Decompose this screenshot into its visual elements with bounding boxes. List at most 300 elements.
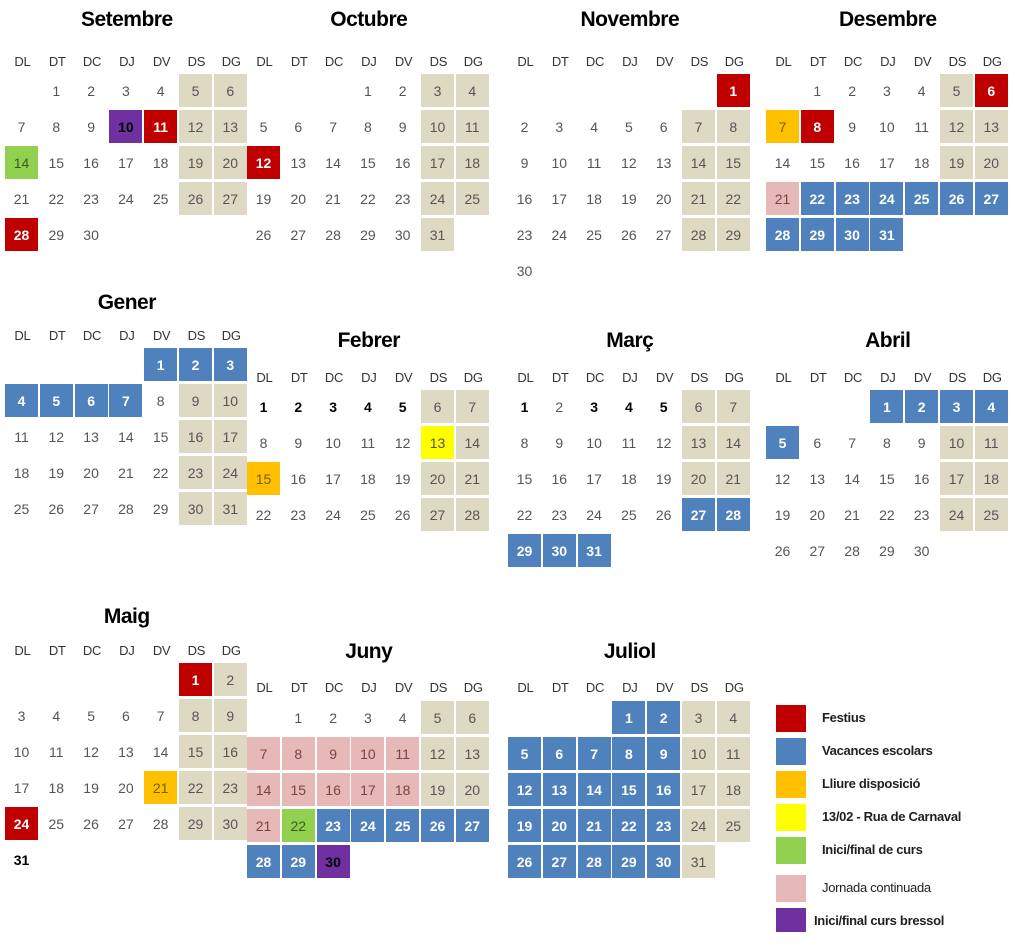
weekday-header: DV [394,680,413,695]
day-cell: 3 [214,348,247,381]
day-cell: 15 [879,470,895,487]
day-cell: 5 [421,701,454,734]
month-title: Octubre [330,8,408,31]
day-cell: 13 [543,773,576,806]
month-title: Juny [345,640,393,663]
weekday-header: DG [982,370,1002,385]
weekday-header: DS [187,643,206,658]
weekday-header: DL [256,370,273,385]
day-cell: 12 [774,470,791,487]
weekday-header: DJ [361,370,377,385]
day-cell: 30 [913,542,930,559]
day-cell: 16 [647,773,680,806]
day-cell: 13 [290,154,307,171]
day-cell: 12 [508,773,541,806]
day-cell: 23 [394,190,411,207]
day-cell: 1 [612,701,645,734]
day-cell: 5 [87,707,95,724]
day-cell: 15 [152,428,169,445]
day-cell: 12 [621,154,637,171]
day-cell: 22 [179,771,212,804]
day-cell: 11 [14,428,29,445]
day-cell: 2 [214,663,247,696]
day-cell: 9 [555,434,564,451]
day-cell: 30 [83,226,99,243]
day-cell: 18 [621,470,637,487]
month-title: Abril [865,329,911,352]
legend-label-festius: Festius [822,710,866,725]
day-cell: 18 [975,462,1008,495]
day-cell: 29 [360,226,376,243]
day-cell: 4 [456,74,489,107]
day-cell: 10 [551,154,568,171]
day-cell: 11 [144,110,177,143]
day-cell: 19 [255,190,272,207]
legend-item-vacances-escolars [776,738,1015,765]
day-cell: 24 [421,182,454,215]
day-cell: 25 [386,809,419,842]
day-cell: 13 [421,426,454,459]
day-cell: 23 [83,190,99,207]
weekday-header: DT [551,370,569,385]
day-cell: 21 [456,462,489,495]
day-cell: 12 [655,434,672,451]
day-cell: 17 [13,779,30,796]
day-cell: 9 [520,154,529,171]
weekday-header: DV [913,54,932,69]
weekday-header: DJ [622,54,638,69]
day-cell: 30 [394,226,411,243]
day-cell: 3 [555,118,564,135]
day-cell: 6 [975,74,1008,107]
day-cell: 7 [848,434,856,451]
weekday-header: DV [655,680,674,695]
day-cell: 3 [882,82,891,99]
day-cell: 21 [766,182,799,215]
day-cell: 22 [879,506,895,523]
weekday-header: DT [809,54,827,69]
day-cell: 26 [394,506,411,523]
day-cell: 1 [52,82,61,99]
day-cell: 24 [940,498,973,531]
weekday-header: DJ [119,643,135,658]
day-cell: 11 [914,118,929,135]
day-cell: 18 [717,773,750,806]
month-title: Maig [103,605,150,628]
day-cell: 6 [543,737,576,770]
weekday-header: DJ [361,54,377,69]
day-cell: 15 [48,154,65,171]
day-cell: 2 [294,398,303,415]
day-cell: 29 [282,845,315,878]
day-cell: 3 [940,390,973,423]
day-cell: 8 [282,737,315,770]
day-cell: 3 [17,707,26,724]
day-cell: 26 [48,500,65,517]
day-cell: 12 [83,743,99,760]
weekday-header: DL [256,680,273,695]
day-cell: 7 [717,390,750,423]
weekday-header: DG [221,328,241,343]
weekday-header: DT [48,328,66,343]
day-cell: 30 [836,218,869,251]
day-cell: 28 [247,845,280,878]
day-cell: 29 [179,807,212,840]
day-cell: 2 [848,82,856,99]
day-cell: 17 [421,146,454,179]
day-cell: 12 [421,737,454,770]
month-title: Desembre [839,8,937,31]
day-cell: 23 [214,771,247,804]
day-cell: 17 [879,154,895,171]
day-cell: 7 [247,737,280,770]
day-cell: 10 [879,118,895,135]
weekday-header: DS [429,680,448,695]
day-cell: 2 [87,82,95,99]
weekday-header: DJ [880,370,896,385]
legend-item-rua-de-carnaval [776,804,1015,831]
day-cell: 10 [421,110,454,143]
day-cell: 10 [13,743,30,760]
day-cell: 26 [508,845,541,878]
weekday-header: DC [324,680,344,695]
weekday-header: DV [655,54,674,69]
weekday-header: DT [48,643,66,658]
day-cell: 1 [363,82,372,99]
day-cell: 22 [516,506,533,523]
day-cell: 2 [329,709,337,726]
day-cell: 16 [394,154,411,171]
day-cell: 1 [520,398,529,415]
day-cell: 6 [682,390,715,423]
day-cell: 10 [325,434,341,451]
day-cell: 9 [647,737,680,770]
weekday-header: DL [517,680,534,695]
day-cell: 31 [421,218,454,251]
day-cell: 1 [259,398,268,415]
day-cell: 13 [655,154,672,171]
day-cell: 25 [48,815,65,832]
day-cell: 10 [682,737,715,770]
day-cell: 11 [586,154,602,171]
day-cell: 6 [813,434,822,451]
day-cell: 27 [543,845,576,878]
weekday-header: DL [775,54,792,69]
day-cell: 23 [551,506,568,523]
weekday-header: DT [48,54,66,69]
day-cell: 10 [586,434,602,451]
day-cell: 18 [48,779,65,796]
day-cell: 26 [774,542,791,559]
weekday-header: DC [843,54,863,69]
weekday-header: DV [152,54,171,69]
day-cell: 22 [255,506,272,523]
day-cell: 25 [621,506,637,523]
day-cell: 27 [421,498,454,531]
day-cell: 26 [179,182,212,215]
day-cell: 9 [917,434,926,451]
day-cell: 15 [612,773,645,806]
day-cell: 8 [156,392,165,409]
day-cell: 24 [5,807,38,840]
day-cell: 30 [647,845,680,878]
day-cell: 28 [325,226,341,243]
day-cell: 20 [543,809,576,842]
day-cell: 24 [682,809,715,842]
day-cell: 29 [879,542,895,559]
weekday-header: DS [948,54,967,69]
weekday-header: DL [14,54,31,69]
day-cell: 27 [456,809,489,842]
weekday-header: DS [690,680,709,695]
day-cell: 1 [870,390,903,423]
day-cell: 22 [48,190,65,207]
weekday-header: DV [913,370,932,385]
day-cell: 8 [717,110,750,143]
day-cell: 30 [214,807,247,840]
weekday-header: DJ [622,370,638,385]
day-cell: 18 [13,464,30,481]
day-cell: 24 [586,506,602,523]
day-cell: 19 [179,146,212,179]
day-cell: 8 [259,434,268,451]
day-cell: 18 [913,154,930,171]
day-cell: 2 [179,348,212,381]
weekday-header: DC [324,370,344,385]
day-cell: 31 [13,851,30,868]
weekday-header: DC [843,370,863,385]
day-cell: 13 [214,110,247,143]
day-cell: 10 [214,384,247,417]
day-cell: 7 [766,110,799,143]
day-cell: 27 [83,500,99,517]
day-cell: 14 [682,146,715,179]
day-cell: 13 [456,737,489,770]
day-cell: 26 [255,226,272,243]
day-cell: 6 [421,390,454,423]
legend-label-jornada-continuada: Jornada continuada [822,880,931,895]
day-cell: 6 [214,74,247,107]
month-title: Març [606,329,654,352]
weekday-header: DC [585,54,605,69]
day-cell: 23 [647,809,680,842]
day-cell: 17 [325,470,341,487]
day-cell: 22 [801,182,834,215]
day-cell: 9 [317,737,350,770]
weekday-header: DC [585,680,605,695]
weekday-header: DL [775,370,792,385]
day-cell: 21 [682,182,715,215]
weekday-header: DT [290,680,308,695]
day-cell: 7 [109,384,142,417]
day-cell: 11 [360,434,376,451]
legend-label-inici-final-curs-bressol: Inici/final curs bressol [814,913,945,928]
day-cell: 16 [551,470,568,487]
day-cell: 7 [456,390,489,423]
day-cell: 25 [360,506,376,523]
legend-item-inici-final-curs-bressol [776,908,1015,935]
day-cell: 4 [363,398,372,415]
day-cell: 4 [717,701,750,734]
day-cell: 8 [520,434,529,451]
day-cell: 14 [578,773,611,806]
day-cell: 14 [118,428,134,445]
day-cell: 15 [282,773,315,806]
legend-swatch-inici-final-curs-bressol [776,908,806,932]
day-cell: 19 [394,470,411,487]
day-cell: 7 [329,118,337,135]
day-cell: 31 [214,492,247,525]
day-cell: 15 [179,735,212,768]
day-cell: 13 [118,743,134,760]
day-cell: 27 [290,226,307,243]
day-cell: 14 [717,426,750,459]
day-cell: 16 [317,773,350,806]
day-cell: 30 [179,492,212,525]
day-cell: 29 [508,534,541,567]
weekday-header: DV [152,643,171,658]
day-cell: 12 [179,110,212,143]
day-cell: 17 [940,462,973,495]
day-cell: 30 [543,534,576,567]
day-cell: 5 [508,737,541,770]
day-cell: 30 [317,845,350,878]
day-cell: 21 [118,464,134,481]
day-cell: 20 [809,506,826,523]
day-cell: 17 [551,190,568,207]
weekday-header: DG [982,54,1002,69]
day-cell: 24 [118,190,134,207]
day-cell: 28 [717,498,750,531]
day-cell: 26 [621,226,637,243]
day-cell: 28 [152,815,169,832]
day-cell: 13 [83,428,99,445]
day-cell: 6 [75,384,108,417]
day-cell: 29 [717,218,750,251]
day-cell: 6 [294,118,303,135]
weekday-header: DT [290,370,308,385]
day-cell: 1 [179,663,212,696]
day-cell: 31 [578,534,611,567]
day-cell: 4 [156,82,165,99]
day-cell: 23 [179,456,212,489]
day-cell: 5 [766,426,799,459]
day-cell: 21 [844,506,860,523]
legend-swatch-jornada-continuada [776,875,806,902]
day-cell: 29 [801,218,834,251]
day-cell: 20 [975,146,1008,179]
weekday-header: DJ [119,54,135,69]
day-cell: 5 [398,398,407,415]
day-cell: 15 [247,462,280,495]
legend-swatch-rua-de-carnaval [776,804,806,831]
day-cell: 27 [975,182,1008,215]
day-cell: 29 [612,845,645,878]
day-cell: 14 [5,146,38,179]
day-cell: 12 [394,434,411,451]
day-cell: 20 [655,190,672,207]
day-cell: 18 [586,190,602,207]
day-cell: 7 [578,737,611,770]
weekday-header: DS [948,370,967,385]
day-cell: 9 [179,384,212,417]
day-cell: 12 [48,428,65,445]
weekday-header: DC [585,370,605,385]
day-cell: 25 [152,190,169,207]
day-cell: 9 [294,434,303,451]
weekday-header: DS [187,328,206,343]
month-title: Setembre [80,8,173,31]
day-cell: 2 [520,118,529,135]
day-cell: 3 [363,709,372,726]
day-cell: 29 [48,226,65,243]
day-cell: 17 [586,470,602,487]
weekday-header: DV [655,370,674,385]
day-cell: 8 [363,118,372,135]
day-cell: 20 [421,462,454,495]
day-cell: 5 [624,118,633,135]
weekday-header: DJ [622,680,638,695]
weekday-header: DV [394,54,413,69]
day-cell: 19 [508,809,541,842]
day-cell: 3 [421,74,454,107]
weekday-header: DT [290,54,308,69]
day-cell: 9 [848,118,856,135]
day-cell: 22 [717,182,750,215]
day-cell: 14 [247,773,280,806]
day-cell: 25 [456,182,489,215]
day-cell: 13 [975,110,1008,143]
weekday-header: DC [324,54,344,69]
day-cell: 18 [360,470,376,487]
day-cell: 8 [52,118,61,135]
legend-swatch-inici-final-de-curs [776,837,806,864]
day-cell: 9 [398,118,407,135]
day-cell: 11 [386,737,419,770]
day-cell: 23 [516,226,533,243]
day-cell: 5 [259,118,268,135]
weekday-header: DG [463,370,483,385]
day-cell: 18 [386,773,419,806]
day-cell: 3 [682,701,715,734]
day-cell: 22 [282,809,315,842]
day-cell: 23 [836,182,869,215]
weekday-header: DT [809,370,827,385]
weekday-header: DC [82,54,102,69]
day-cell: 4 [398,709,407,726]
day-cell: 22 [612,809,645,842]
day-cell: 13 [809,470,826,487]
day-cell: 28 [844,542,860,559]
weekday-header: DG [724,370,744,385]
weekday-header: DL [517,54,534,69]
day-cell: 5 [40,384,73,417]
day-cell: 8 [179,699,212,732]
day-cell: 30 [516,262,533,279]
day-cell: 9 [87,118,95,135]
legend-item-lliure-disposicio [776,771,1015,798]
day-cell: 14 [774,154,791,171]
weekday-header: DG [463,680,483,695]
day-cell: 23 [290,506,307,523]
day-cell: 11 [975,426,1008,459]
weekday-header: DJ [119,328,135,343]
weekday-header: DL [517,370,534,385]
day-cell: 6 [659,118,668,135]
day-cell: 18 [152,154,169,171]
day-cell: 7 [17,118,26,135]
day-cell: 4 [52,707,61,724]
